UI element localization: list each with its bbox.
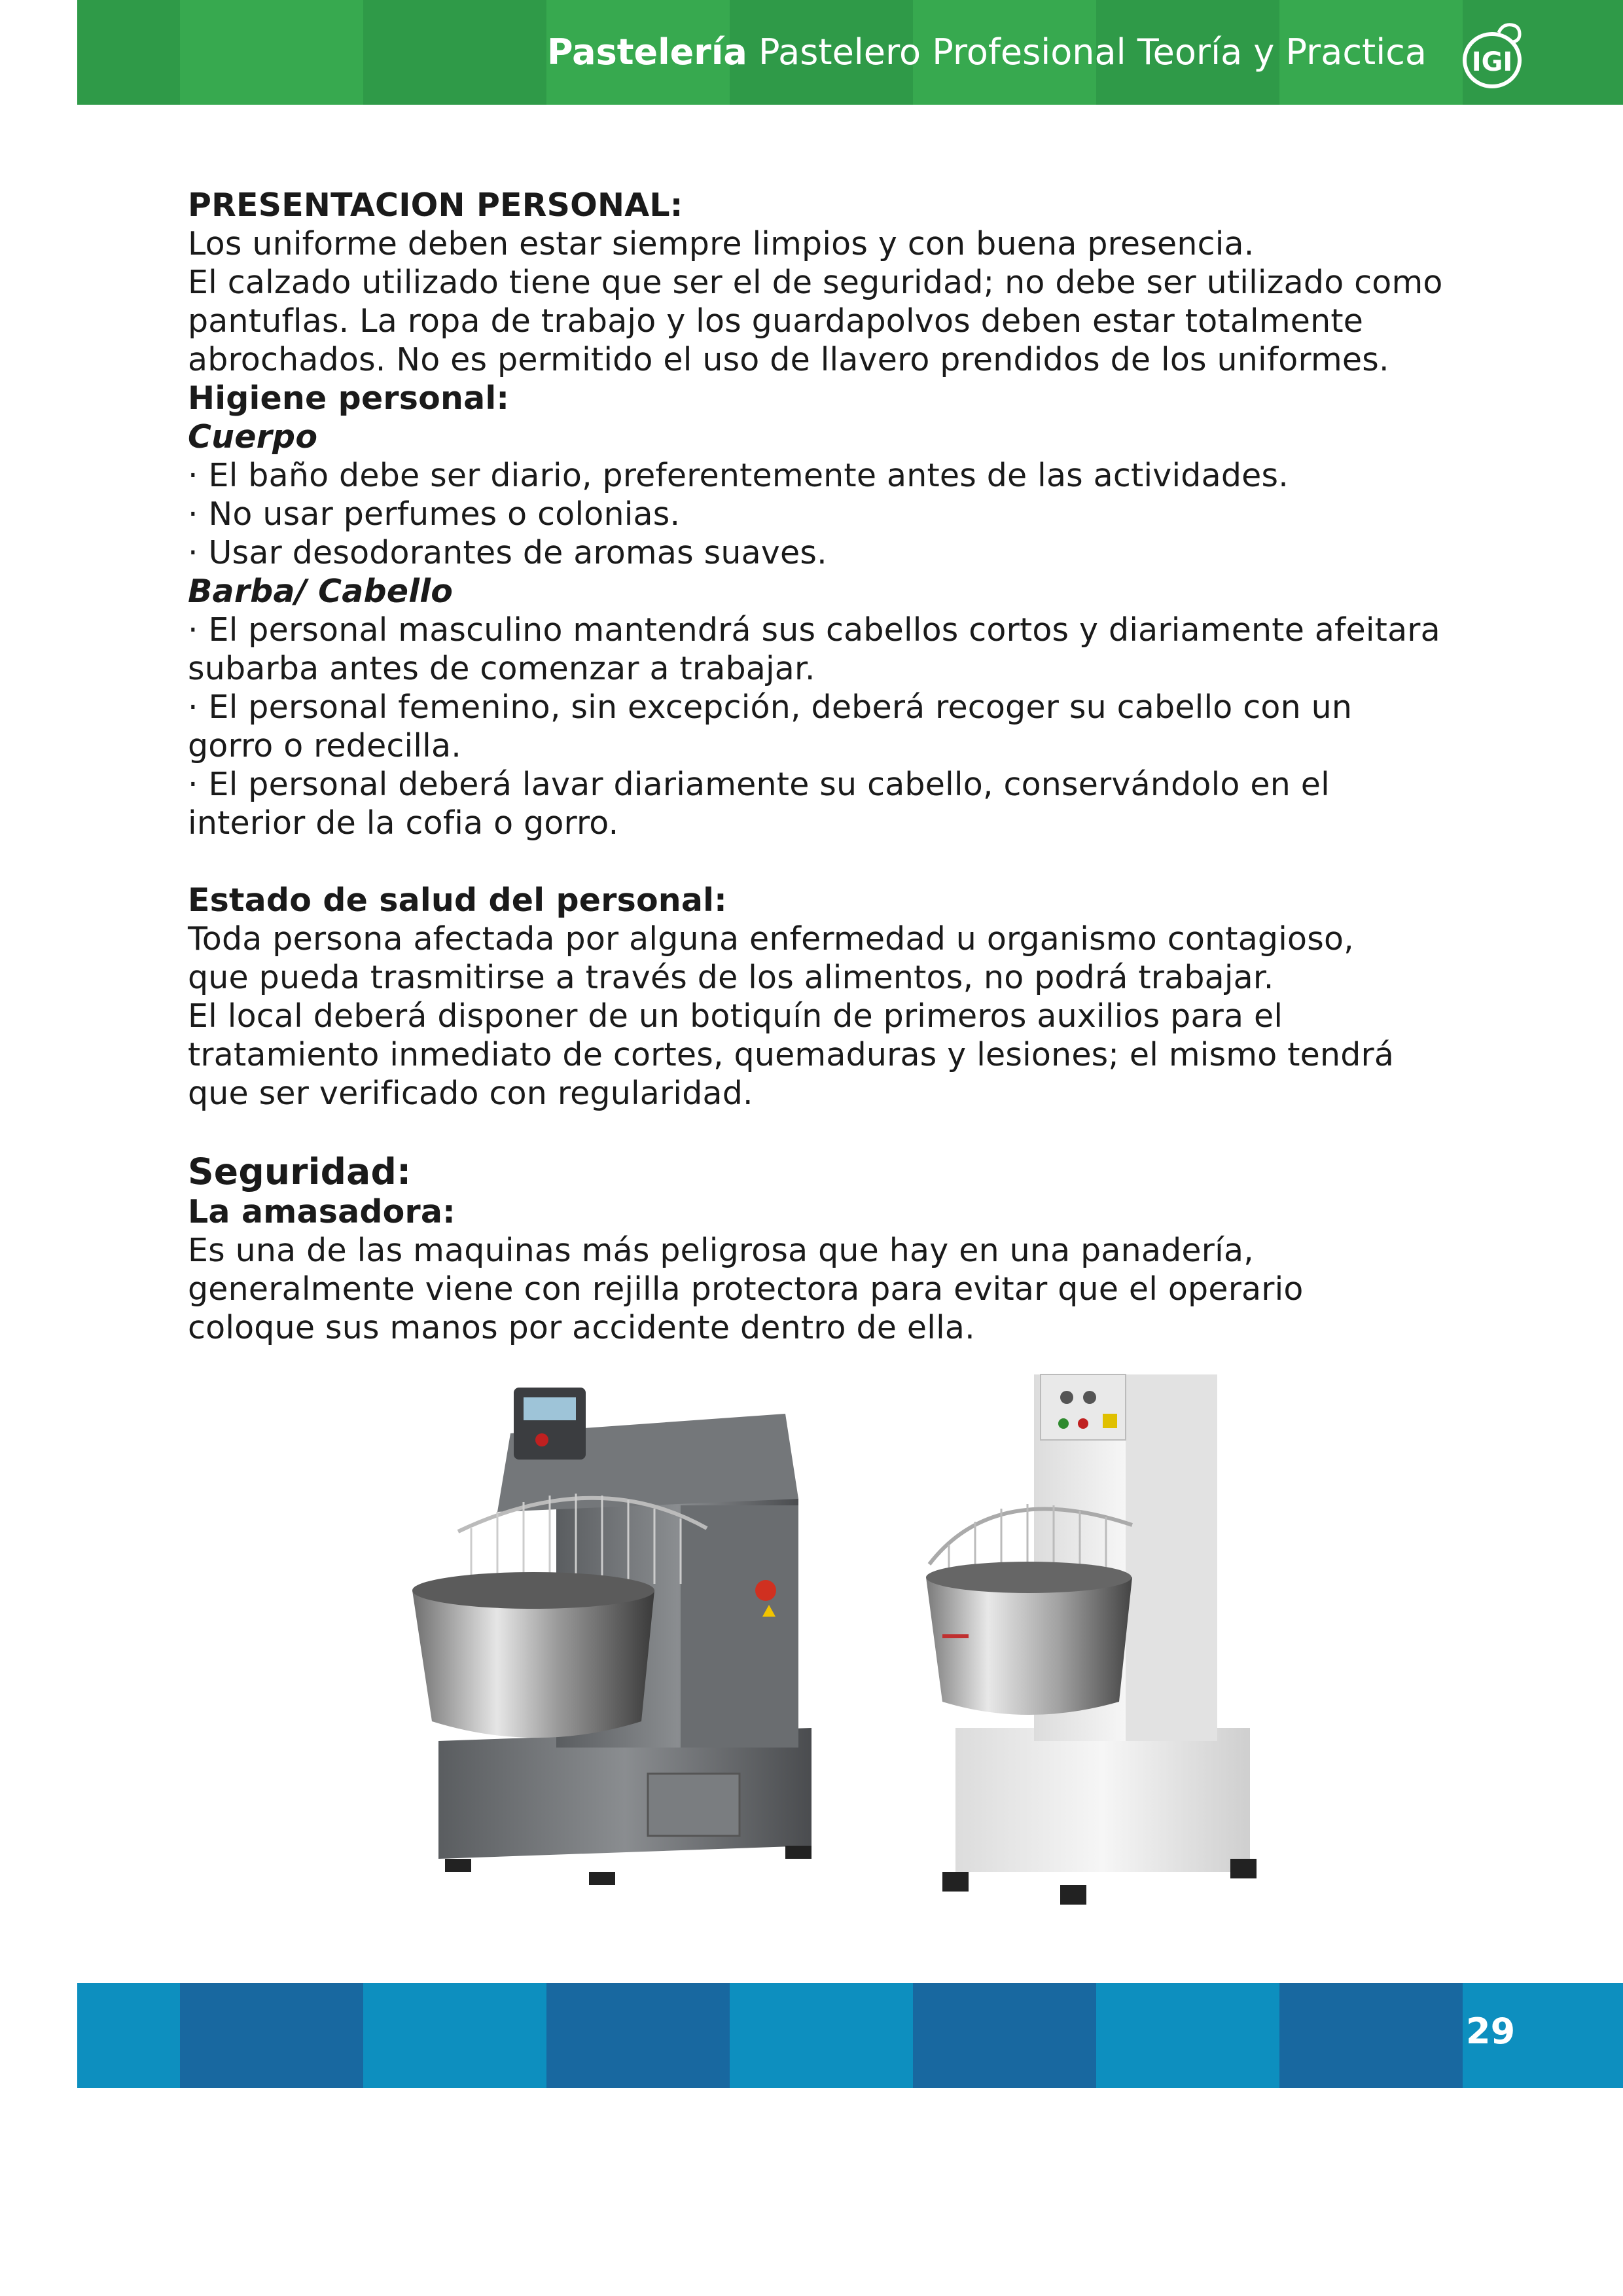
footer-segment <box>77 1983 180 2088</box>
subsection-title-barba: Barba/ Cabello <box>188 573 454 610</box>
text-line: · El personal masculino mantendrá sus cabellos cortos y diariamente afeitara <box>188 611 1440 649</box>
header-segment <box>363 0 546 105</box>
page-content <box>188 186 1464 1347</box>
igi-logo-icon <box>1458 18 1534 94</box>
footer-segment <box>546 1983 730 2088</box>
dough-mixer-grey-image <box>399 1374 818 1924</box>
logo-text: IGI <box>1471 47 1513 77</box>
text-line: tratamiento inmediato de cortes, quemaduras y lesiones; el mismo tendrá <box>188 1036 1395 1073</box>
list-item: · El baño debe ser diario, preferentemente antes de las actividades. <box>188 457 1289 494</box>
header-segment <box>77 0 180 105</box>
igi-logo <box>1458 18 1534 94</box>
header-subtitle: Pastelero Profesional Teoría y Practica <box>758 31 1427 73</box>
header-brand: Pastelería <box>547 31 747 73</box>
section-title-presentacion: PRESENTACION PERSONAL: <box>188 187 683 224</box>
text-line: El local deberá disponer de un botiquín de primeros auxilios para el <box>188 997 1283 1035</box>
subsection-title-amasadora: La amasadora: <box>188 1193 455 1230</box>
footer-segment <box>1096 1983 1279 2088</box>
section-title-higiene: Higiene personal: <box>188 380 510 417</box>
text-line: abrochados. No es permitido el uso de llavero prendidos de los uniformes. <box>188 341 1389 378</box>
list-item: · No usar perfumes o colonias. <box>188 495 681 533</box>
header-segment <box>180 0 363 105</box>
text-line: que pueda trasmitirse a través de los alimentos, no podrá trabajar. <box>188 959 1274 996</box>
section-title-seguridad: Seguridad: <box>188 1151 412 1193</box>
footer-segment <box>913 1983 1096 2088</box>
text-line: Toda persona afectada por alguna enfermedad u organismo contagioso, <box>188 920 1354 958</box>
text-line: generalmente viene con rejilla protectora para evitar que el operario <box>188 1270 1304 1308</box>
text-line: interior de la cofia o gorro. <box>188 804 619 842</box>
footer-band <box>77 1983 1623 2088</box>
footer-segment <box>1279 1983 1463 2088</box>
text-line: El calzado utilizado tiene que ser el de seguridad; no debe ser utilizado como <box>188 264 1443 301</box>
text-line: · El personal femenino, sin excepción, deberá recoger su cabello con un <box>188 689 1353 726</box>
text-line: que ser verificado con regularidad. <box>188 1075 753 1112</box>
footer-segment <box>363 1983 546 2088</box>
subsection-title-cuerpo: Cuerpo <box>188 418 318 456</box>
footer-segment <box>180 1983 363 2088</box>
dough-mixer-white-image <box>916 1361 1270 1937</box>
text-line: Es una de las maquinas más peligrosa que hay en una panadería, <box>188 1232 1254 1269</box>
text-line: gorro o redecilla. <box>188 727 461 764</box>
header-title <box>547 31 1427 73</box>
text-line: subarba antes de comenzar a trabajar. <box>188 650 815 687</box>
text-line: pantuflas. La ropa de trabajo y los guardapolvos deben estar totalmente <box>188 302 1364 340</box>
text-line: Los uniforme deben estar siempre limpios y con buena presencia. <box>188 225 1255 262</box>
section-title-salud: Estado de salud del personal: <box>188 882 727 919</box>
page-number: 29 <box>1466 2011 1516 2052</box>
footer-segment <box>730 1983 913 2088</box>
text-line: · El personal deberá lavar diariamente su cabello, conservándolo en el <box>188 766 1330 803</box>
text-line: coloque sus manos por accidente dentro de ella. <box>188 1309 975 1346</box>
list-item: · Usar desodorantes de aromas suaves. <box>188 534 827 571</box>
